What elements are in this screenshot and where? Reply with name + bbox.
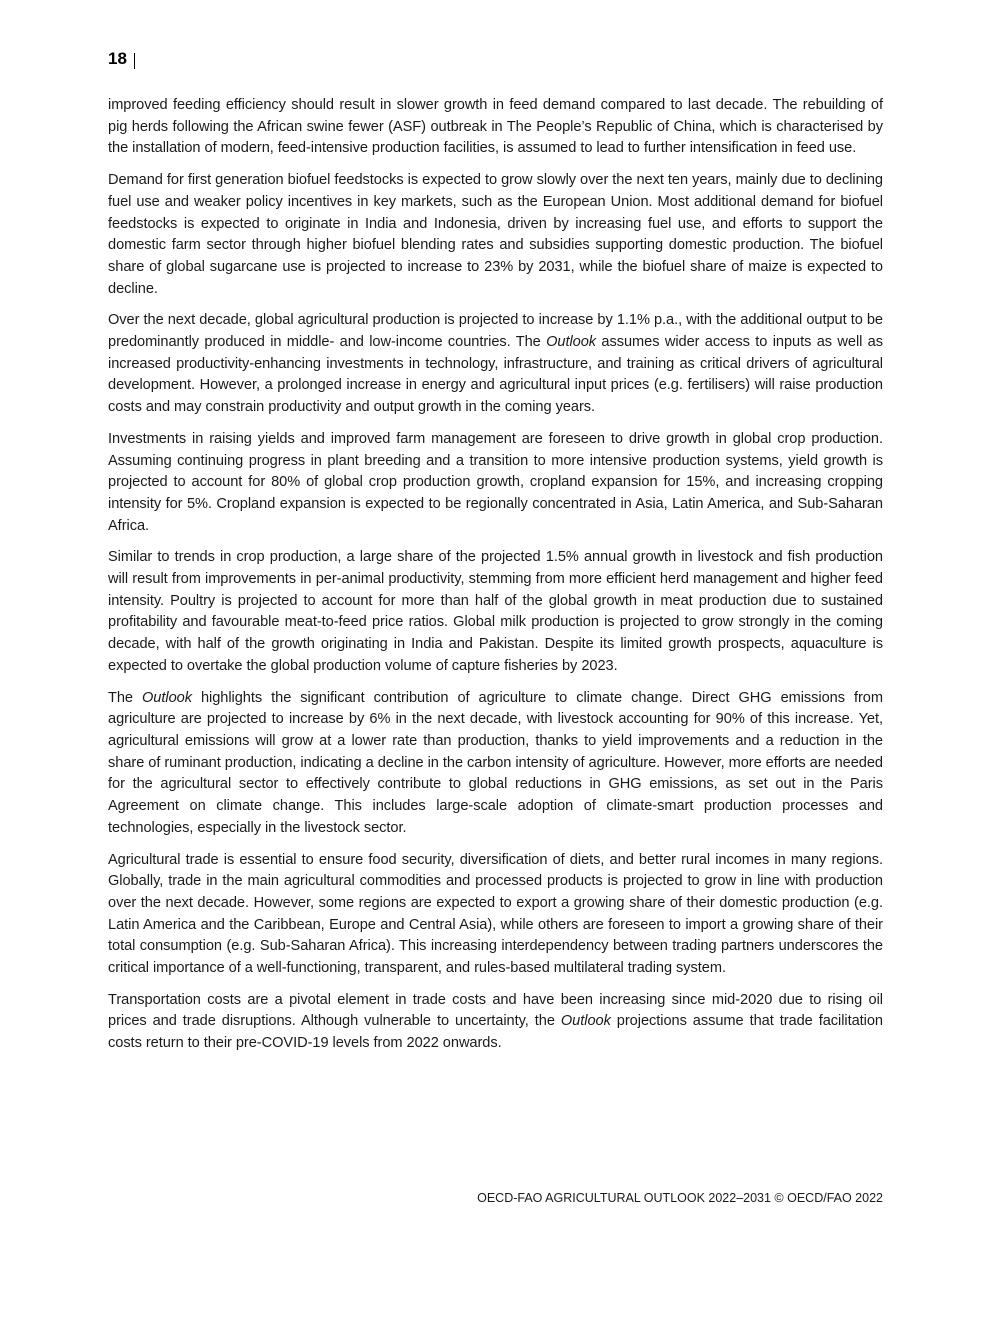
body-paragraph [108,310,883,419]
text-run: highlights the significant contribution of agriculture to climate change. Direct GHG emissions from agriculture are projected to increase by 6% in the next decade, with livestock accounting for 90% of this increase. Yet, agricultural emissions will grow at a lower rate than production, thanks to yield improvements and a reduction in the share of ruminant production, indicating a decline in the carbon intensity of agriculture. However, more efforts are needed for the agricultural sector to effectively contribute to global reductions in GHG emissions, as set out in the Paris Agreement on climate change. This includes large-scale adoption of climate-smart production processes and technologies, especially in the livestock sector. [108,689,883,836]
text-run: The [108,689,142,706]
italic-title-run: Outlook [560,1013,611,1030]
text-run: Agricultural trade is essential to ensure food security, diversification of diets, and better rural incomes in many regions. Globally, trade in the main agricultural commodities and processed products is projected to grow in line with production over the next decade. However, some regions are expected to export a growing share of their domestic production (e.g. Latin America and the Caribbean, Europe and Central Asia), while others are foreseen to import a growing share of their total consumption (e.g. Sub-Saharan Africa). This increasing interdependency between trading partners underscores the critical importance of a well-functioning, transparent, and rules-based multilateral trading system. [108,851,883,977]
body-paragraph [108,95,883,160]
body-text [108,95,883,1065]
text-run: improved feeding efficiency should result in slower growth in feed demand compared to last decade. The rebuilding of pig herds following the African swine fewer (ASF) outbreak in The People’s Republic of China, which is characterised by the installation of modern, feed-intensive production facilities, is assumed to lead to further intensification in feed use. [108,97,883,157]
page-number: 18 [108,49,127,68]
header-divider [134,53,135,69]
body-paragraph [108,850,883,980]
text-run: Over the next decade, global agricultural production is projected to increase by 1.1% p.a., with the additional output to be predominantly produced in middle- and low-income countries. The [108,312,883,351]
body-paragraph [108,688,883,840]
text-run: Transportation costs are a pivotal element in trade costs and have been increasing since mid-2020 due to rising oil prices and trade disruptions. Although vulnerable to uncertainty, the [108,991,883,1030]
text-run: Investments in raising yields and improved farm management are foreseen to drive growth in global crop production. Assuming continuing progress in plant breeding and a transition to more intensive production systems, yield growth is projected to account for 80% of global crop production growth, cropland expansion for 15%, and increasing cropping intensity for 5%. Cropland expansion is expected to be regionally concentrated in Asia, Latin America, and Sub-Saharan Africa. [108,430,883,534]
body-paragraph [108,547,883,677]
text-run: Similar to trends in crop production, a large share of the projected 1.5% annual growth in livestock and fish production will result from improvements in per-animal productivity, stemming from more efficient herd management and higher feed intensity. Poultry is projected to account for more than half of the global growth in meat production due to sustained profitability and favourable meat-to-feed price ratios. Global milk production is projected to grow strongly in the coming decade, with half of the growth originating in India and Pakistan. Despite its limited growth prospects, aquaculture is expected to overtake the global production volume of capture fisheries by 2023. [108,549,883,674]
text-run: projections assume that trade facilitation costs return to their pre-COVID-19 levels from 2022 onwards. [108,1013,883,1052]
body-paragraph [108,990,883,1055]
italic-title-run: Outlook [546,334,597,351]
body-paragraph [108,170,883,300]
page-header [108,48,135,70]
body-paragraph [108,429,883,538]
page-footer: OECD-FAO AGRICULTURAL OUTLOOK 2022–2031 © OECD/FAO 2022 [477,1191,883,1205]
text-run: assumes wider access to inputs as well as increased productivity-enhancing investments in technology, infrastructure, and training as critical drivers of agricultural development. However, a prolonged increase in energy and agricultural input prices (e.g. fertilisers) will raise production costs and may constrain productivity and output growth in the coming years. [108,334,883,416]
italic-title-run: Outlook [142,689,192,706]
text-run: Demand for first generation biofuel feedstocks is expected to grow slowly over the next ten years, mainly due to declining fuel use and weaker policy incentives in key markets, such as the European Union. Most additional demand for biofuel feedstocks is expected to originate in India and Indonesia, driven by increasing fuel use, and efforts to support the domestic farm sector through higher biofuel blending rates and subsidies supporting domestic production. The biofuel share of global sugarcane use is projected to increase to 23% by 2031, while the biofuel share of maize is expected to decline. [108,172,883,297]
